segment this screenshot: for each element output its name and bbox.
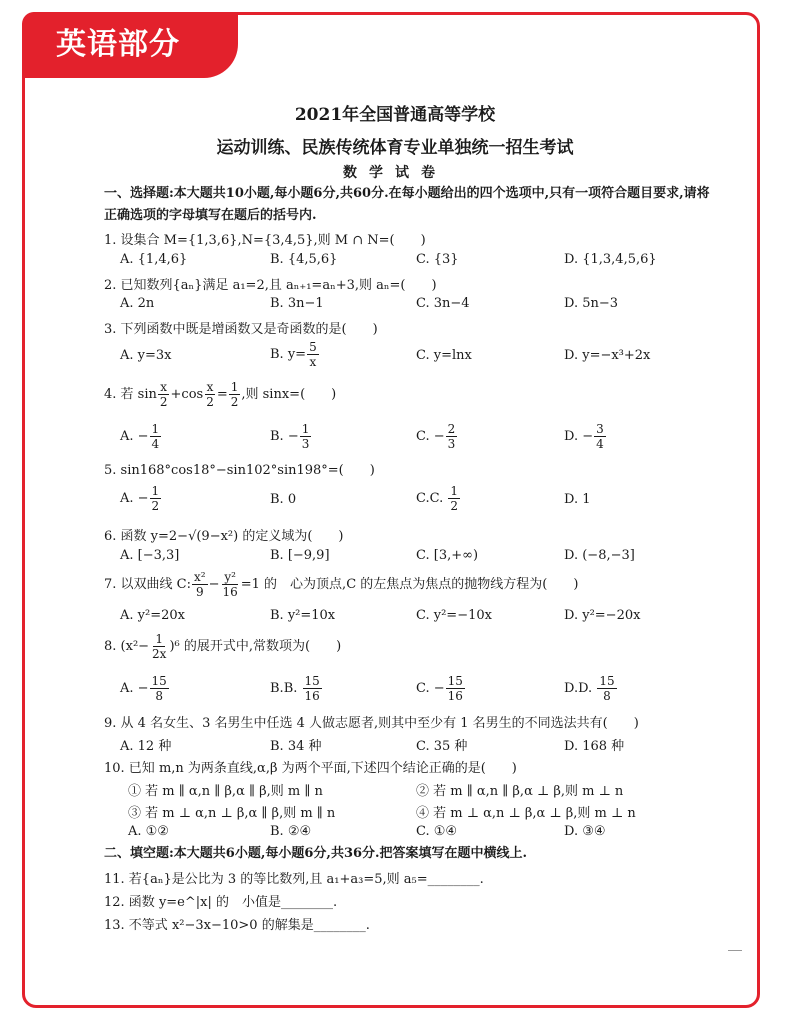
- q5-option-d: D. 1: [564, 492, 591, 507]
- q2-option-d: D. 5n−3: [564, 296, 619, 311]
- q7-option-d: D. y²=−20x: [564, 608, 641, 623]
- q4-option-a: A. − $\frac{1}{4}$: [120, 422, 160, 451]
- q4-option-d: D. − $\frac{3}{4}$: [564, 422, 604, 451]
- q7-option-b: B. y²=10x: [270, 608, 336, 623]
- q7-option-c: C. y²=−10x: [416, 608, 492, 623]
- q8-option-c: C. − $\frac{15}{16}$: [416, 674, 463, 703]
- q10-option-a: A. ①②: [128, 824, 169, 839]
- question-7: 7. 以双曲线 C: $\frac{\text{x²}}{9}$ − $\frac{\text{y²}}{16}$ =1 的 心为顶点,C 的左焦点为焦点的抛物线方程为( ): [104, 570, 579, 599]
- q3-option-c: C. y=lnx: [416, 348, 472, 363]
- q4-option-c: C. − $\frac{2}{3}$: [416, 422, 456, 451]
- question-5: 5. sin168°cos18°−sin102°sin198°=( ): [104, 463, 375, 478]
- section-choice-heading: 一、选择题:本大题共10小题,每小题6分,共60分.在每小题给出的四个选项中,只有一项符合题目要求,请将正确选项的字母填写在题后的括号内.: [104, 186, 710, 223]
- q8-option-a: A. − $\frac{15}{8}$: [120, 674, 167, 703]
- exam-title-main: 运动训练、民族传统体育专业单独统一招生考试: [216, 138, 574, 158]
- q10-statement-2: ② 若 m ∥ α,n ∥ β,α ⊥ β,则 m ⊥ n: [416, 784, 624, 799]
- q10-option-b: B. ②④: [270, 824, 312, 839]
- q5-option-c: C.C. $\frac{1}{2}$: [416, 484, 459, 513]
- question-10: 10. 已知 m,n 为两条直线,α,β 为两个平面,下述四个结论正确的是( ): [104, 761, 517, 776]
- question-9: 9. 从 4 名女生、3 名男生中任选 4 人做志愿者,则其中至少有 1 名男生的不同选法共有( ): [104, 716, 639, 731]
- q5-option-b: B. 0: [270, 492, 297, 507]
- q6-option-c: C. [3,+∞): [416, 548, 479, 563]
- q10-statement-3: ③ 若 m ⊥ α,n ⊥ β,α ∥ β,则 m ∥ n: [128, 806, 336, 821]
- q10-statement-4: ④ 若 m ⊥ α,n ⊥ β,α ⊥ β,则 m ⊥ n: [416, 806, 636, 821]
- exam-subject: 数学试卷: [343, 165, 447, 181]
- q9-option-a: A. 12 种: [120, 739, 172, 754]
- q9-option-c: C. 35 种: [416, 739, 468, 754]
- question-6: 6. 函数 y=2−√(9−x²) 的定义域为( ): [104, 529, 344, 544]
- exam-title-year: 2021年全国普通高等学校: [294, 105, 496, 125]
- q8-option-d: D.D. $\frac{15}{8}$: [564, 674, 615, 703]
- question-4: 4. 若 sin $\frac{x}{2}$ +cos $\frac{x}{2}$ = $\frac{1}{2}$ ,则 sinx=( ): [104, 380, 337, 409]
- q1-option-b: B. {4,5,6}: [270, 252, 338, 267]
- q1-option-a: A. {1,4,6}: [120, 252, 188, 267]
- q2-option-a: A. 2n: [120, 296, 155, 311]
- question-3: 3. 下列函数中既是增函数又是奇函数的是( ): [104, 322, 378, 337]
- q10-statement-1: ① 若 m ∥ α,n ∥ β,α ∥ β,则 m ∥ n: [128, 784, 323, 799]
- section-banner: 英语部分: [22, 12, 238, 78]
- q10-option-d: D. ③④: [564, 824, 606, 839]
- q3-option-a: A. y=3x: [120, 348, 172, 363]
- q6-option-a: A. [−3,3]: [120, 548, 180, 563]
- question-11: 11. 若{aₙ}是公比为 3 的等比数列,且 a₁+a₃=5,则 a₅=________.: [104, 872, 484, 887]
- q10-option-c: C. ①④: [416, 824, 458, 839]
- q3-option-b: B. y= $\frac{5}{x}$: [270, 340, 317, 369]
- q8-option-b: B.B. $\frac{15}{16}$: [270, 674, 320, 703]
- q9-option-d: D. 168 种: [564, 739, 625, 754]
- q2-option-c: C. 3n−4: [416, 296, 470, 311]
- question-1: 1. 设集合 M={1,3,6},N={3,4,5},则 M ∩ N=( ): [104, 233, 426, 248]
- q9-option-b: B. 34 种: [270, 739, 322, 754]
- question-2: 2. 已知数列{aₙ}满足 a₁=2,且 aₙ₊₁=aₙ+3,则 aₙ=( ): [104, 278, 437, 293]
- q6-option-d: D. (−8,−3]: [564, 548, 635, 563]
- question-12: 12. 函数 y=e^|x| 的 小值是________.: [104, 895, 338, 910]
- q6-option-b: B. [−9,9]: [270, 548, 330, 563]
- q5-option-a: A. − $\frac{1}{2}$: [120, 484, 160, 513]
- section-fill-heading: 二、填空题:本大题共6小题,每小题6分,共36分.把答案填写在题中横线上.: [104, 846, 528, 861]
- q3-option-d: D. y=−x³+2x: [564, 348, 651, 363]
- q7-option-a: A. y²=20x: [120, 608, 185, 623]
- question-8: 8. (x²− $\frac{1}{2x}$ )⁶ 的展开式中,常数项为( ): [104, 632, 342, 661]
- q2-option-b: B. 3n−1: [270, 296, 324, 311]
- q1-option-d: D. {1,3,4,5,6}: [564, 252, 657, 267]
- q4-option-b: B. − $\frac{1}{3}$: [270, 422, 310, 451]
- q1-option-c: C. {3}: [416, 252, 459, 267]
- page-mark: [728, 950, 742, 951]
- question-13: 13. 不等式 x²−3x−10>0 的解集是________.: [104, 918, 370, 933]
